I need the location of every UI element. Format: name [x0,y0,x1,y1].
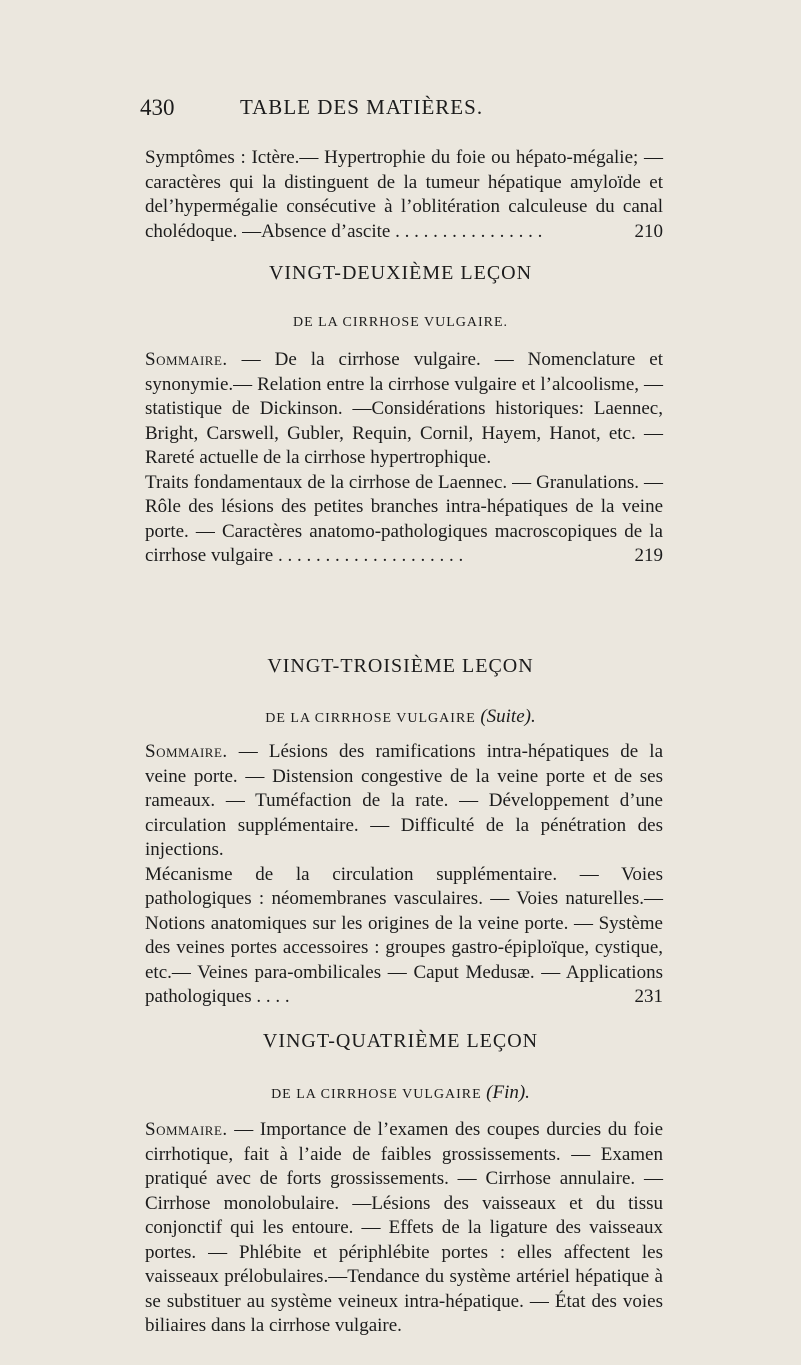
lecon-24-para1 [145,1118,663,1339]
lecon-23-subtitle-text: DE LA CIRRHOSE VULGAIRE [265,711,476,726]
lecon-22-para2: Traits fondamentaux de la cirrhose de Laennec. — Granulations. — Rôle des lésions des petites branches intra-hépatiques de la veine porte. — Caractères anatomo-pathologiques macroscopiques de la cirrhose vulgaire . . . . . . . . . . . . . . . . . . . . 219 [145,471,663,569]
intro-entry [145,146,663,244]
lecon-23-para1-text: — Lésions des ramifications intra-hépatiques de la veine porte. — Distension congestive de la veine porte et de ses rameaux. — Tuméfaction de la rate. — Développement d’une circulation supplémentaire. — Difficulté de la pénétration des injections. [145,741,664,860]
lecon-22-para2-text: Traits fondamentaux de la cirrhose de Laennec. — Granulations. — Rôle des lésions des petites branches intra-hépatiques de la veine porte. — Caractères anatomo-pathologiques macroscopiques de la cirrhose vulgaire [145,471,663,566]
sommaire-label: Sommaire. [145,349,228,370]
page-number: 430 [140,95,175,120]
intro-page: 210 [634,220,663,242]
lecon-24-subtitle [0,1082,801,1104]
lecon-23-subtitle [0,706,801,728]
lecon-24-subtitle-text: DE LA CIRRHOSE VULGAIRE [271,1087,482,1102]
lecon-23-subtitle-suffix: (Suite). [480,706,536,727]
lecon-22-para1 [145,348,663,471]
lecon-23-para2-text: Mécanisme de la circulation supplémentaire. — Voies pathologiques : néomembranes vasculaires. — Voies naturelles.— Notions anatomiques sur les origines de la veine porte. — Système des veines portes accessoires : groupes gastro-épiploïque, cystique, etc.— Veines para-ombilicales — Caput Medusæ. — Applications pathologiques [145,863,663,1007]
lecon-22-page: 219 [634,545,663,566]
lecon-23-page: 231 [634,986,663,1007]
lecon-22-sommaire [145,348,663,569]
lecon-22-para1-text: — De la cirrhose vulgaire. — Nomenclature et synonymie.— Relation entre la cirrhose vulgaire et l’alcoolisme, — statistique de Dickinson. —Considérations historiques: Laennec, Bright, Carswell, Gubler, Requin, Cornil, Hayem, Hanot, etc. — Rareté actuelle de la cirrhose hypertrophique. [145,349,664,468]
sommaire-label: Sommaire. [145,741,228,762]
lecon-23-para1 [145,740,663,863]
lecon-24-title: VINGT-QUATRIÈME LEÇON [262,1030,539,1052]
intro-body: Symptômes : Ictère.— Hypertrophie du foie ou hépato-mégalie; — caractères qui la distinguent de la tumeur hépatique amyloïde et del’hypermégalie consécutive à l’oblitération calculeuse du canal cholédoque. —Absence d’ascite [145,147,663,242]
lecon-23-title: VINGT-TROISIÈME LEÇON [267,655,534,677]
lecon-22-title: VINGT-DEUXIÈME LEÇON [268,262,533,284]
lecon-23-para2: Mécanisme de la circulation supplémentaire. — Voies pathologiques : néomembranes vasculaires. — Voies naturelles.— Notions anatomiques sur les origines de la veine porte. — Système des veines portes accessoires : groupes gastro-épiploïque, cystique, etc.— Veines para-ombilicales — Caput Medusæ. — Applications pathologiques . . . . 231 [145,863,663,1010]
lecon-24-para1-text: — Importance de l’examen des coupes durcies du foie cirrhotique, fait à l’aide de faibles grossissements. — Examen pratiqué avec de forts grossissements. — Cirrhose annulaire. — Cirrhose monolobulaire. —Lésions des vaisseaux et du tissu conjonctif qui les entoure. — Effets de la ligature des vaisseaux portes. — Phlébite et périphlébite portes : elles affectent les vaisseaux prélobulaires.—Tendance du système artériel hépatique à se substituer au système veineux intra-hépatique. — État des voies biliaires dans la cirrhose vulgaire. [145,1119,664,1336]
intro-text: Symptômes : Ictère.— Hypertrophie du foie ou hépato-mégalie; — caractères qui la distinguent de la tumeur hépatique amyloïde et del’hypermégalie consécutive à l’oblitération calculeuse du canal cholédoque. —Absence d’ascite . . . . . . . . . . . . . . . . 210 [145,146,663,244]
lecon-24-sommaire [145,1118,663,1339]
running-title: TABLE DES MATIÈRES. [240,95,484,119]
lecon-24-subtitle-suffix: (Fin). [486,1082,530,1103]
lecon-23-sommaire [145,740,663,1010]
lecon-22-subtitle [0,315,801,331]
page-header [140,95,660,125]
sommaire-label: Sommaire. [145,1119,228,1140]
lecon-22-subtitle-text: DE LA CIRRHOSE VULGAIRE. [292,315,509,330]
